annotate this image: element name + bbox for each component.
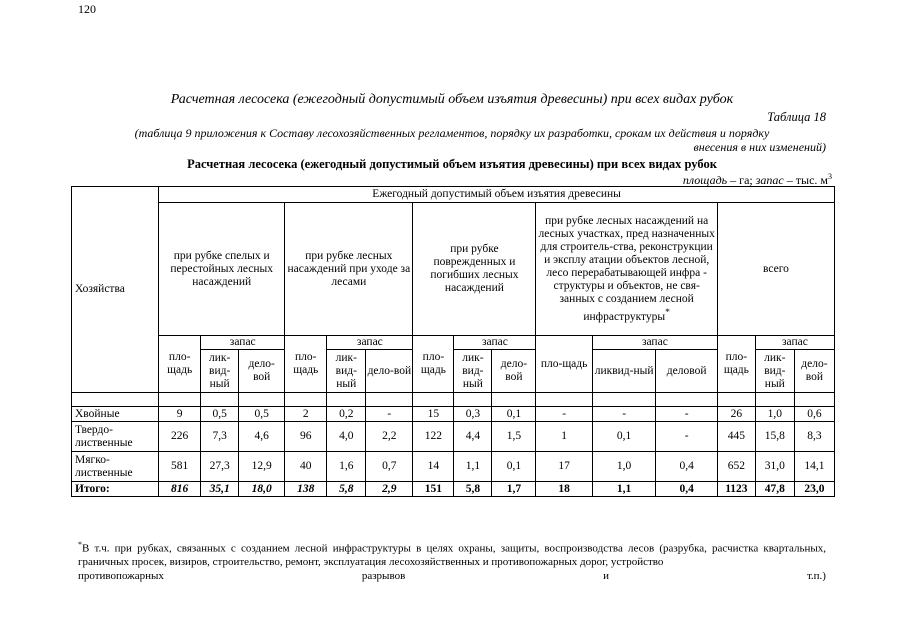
header-liquid: лик-вид-ный (454, 350, 492, 393)
cell: 18 (536, 482, 592, 497)
table-number: Таблица 18 (767, 110, 826, 124)
header-group-infrastructure: при рубке лесных насаждений на лесных участках, пред назначенных для строитель-ства, реконструкции и эксплу атации объектов лесной, лесо перерабатывающей инфра - структуры и объектов, не свя-занных с созданием лесной инфраструктуры* (536, 203, 717, 336)
cell: 1,1 (454, 452, 492, 482)
cell: - (656, 407, 718, 422)
row-label: Твердо-лиственные (72, 422, 159, 452)
cell: 4,0 (327, 422, 366, 452)
cell: 1,6 (327, 452, 366, 482)
header-business: дело-вой (794, 350, 834, 393)
cell: 816 (159, 482, 201, 497)
row-label: Итого: (72, 482, 159, 497)
table-row (72, 452, 835, 482)
cell: 96 (285, 422, 327, 452)
header-stock: запас (327, 336, 413, 350)
cell: 0,4 (656, 452, 718, 482)
cell: 0,4 (656, 482, 718, 497)
header-liquid: лик-вид-ный (201, 350, 239, 393)
header-area: пло-щадь (285, 336, 327, 393)
cell: - (656, 422, 718, 452)
header-stock: запас (454, 336, 536, 350)
header-area: пло-щадь (717, 336, 755, 393)
cell: 40 (285, 452, 327, 482)
cell: 4,4 (454, 422, 492, 452)
cell: 14 (413, 452, 454, 482)
cell: 5,8 (327, 482, 366, 497)
cell: 26 (717, 407, 755, 422)
cell: 445 (717, 422, 755, 452)
header-liquid: лик-вид-ный (327, 350, 366, 393)
footnote-text: В т.ч. при рубках, связанных с созданием лесной инфраструктуры в целях охраны, защиты, воспроизводства лесов (разрубка, расчистка квартальных, граничных просек, визиров, строительство, ремонт, эксплуатация лесохозяйственных и противопожарных дорог, устройство (78, 542, 826, 569)
header-group-thinning: при рубке лесных насаждений при уходе за лесами (285, 203, 413, 336)
footnote-last-line: противопожарных разрывов и т.п.) (78, 569, 826, 582)
header-group-total: всего (717, 203, 834, 336)
cell: 35,1 (201, 482, 239, 497)
cell: 138 (285, 482, 327, 497)
cell: 1,7 (492, 482, 536, 497)
cell: 1,5 (492, 422, 536, 452)
cell: 226 (159, 422, 201, 452)
cell: 1 (536, 422, 592, 452)
header-business: дело-вой (366, 350, 413, 393)
reference-note-line-1: (таблица 9 приложения к Составу лесохозяйственных регламентов, порядку их разработки, срокам их действия и порядку (134, 126, 770, 140)
header-stock: запас (201, 336, 285, 350)
cell: - (536, 407, 592, 422)
cell: 0,5 (239, 407, 285, 422)
cell: 18,0 (239, 482, 285, 497)
footnote-marker: * (78, 540, 82, 549)
cell: 0,1 (492, 407, 536, 422)
header-business: дело-вой (492, 350, 536, 393)
cell: 17 (536, 452, 592, 482)
units-note: площадь – га; запас – тыс. $м^3$ (682, 172, 832, 187)
header-annual-volume: Ежегодный допустимый объем изъятия древесины (159, 187, 835, 203)
cell: - (366, 407, 413, 422)
header-group-mature: при рубке спелых и перестойных лесных насаждений (159, 203, 285, 336)
cell: 0,1 (592, 422, 656, 452)
header-group-damaged: при рубке поврежденных и погибших лесных насаждений (413, 203, 536, 336)
cell: 581 (159, 452, 201, 482)
cell: 2,9 (366, 482, 413, 497)
footnote (78, 538, 826, 583)
cell: 4,6 (239, 422, 285, 452)
total-row (72, 482, 835, 497)
row-label: Хвойные (72, 407, 159, 422)
cell: 5,8 (454, 482, 492, 497)
table-row (72, 407, 835, 422)
cell: 151 (413, 482, 454, 497)
cell: 47,8 (755, 482, 794, 497)
cell: 7,3 (201, 422, 239, 452)
spacer-row (72, 393, 835, 407)
cell: 12,9 (239, 452, 285, 482)
header-business: дело-вой (239, 350, 285, 393)
header-business: деловой (656, 350, 718, 393)
header-stock: запас (755, 336, 834, 350)
cell: 1,0 (592, 452, 656, 482)
page-heading: Расчетная лесосека (ежегодный допустимый объем изъятия древесины) при всех видах рубок (170, 92, 734, 107)
cell: 27,3 (201, 452, 239, 482)
cell: 14,1 (794, 452, 834, 482)
cell: 652 (717, 452, 755, 482)
header-area: пло-щадь (536, 336, 592, 393)
page-number: 120 (78, 2, 96, 16)
header-area: пло-щадь (413, 336, 454, 393)
cell: 0,6 (794, 407, 834, 422)
reference-note-line-2: внесения в них изменений) (693, 140, 826, 154)
cell: 15 (413, 407, 454, 422)
cell: 0,5 (201, 407, 239, 422)
cell: 2,2 (366, 422, 413, 452)
cell: 0,1 (492, 452, 536, 482)
cell: 15,8 (755, 422, 794, 452)
cell: 0,2 (327, 407, 366, 422)
cell: 8,3 (794, 422, 834, 452)
header-stock: запас (592, 336, 717, 350)
cell: - (592, 407, 656, 422)
cell: 0,3 (454, 407, 492, 422)
cell: 1,0 (755, 407, 794, 422)
cell: 0,7 (366, 452, 413, 482)
header-liquid: ликвид-ный (592, 350, 656, 393)
cell: 1123 (717, 482, 755, 497)
cell: 23,0 (794, 482, 834, 497)
row-label: Мягко-лиственные (72, 452, 159, 482)
table-row (72, 422, 835, 452)
cell: 122 (413, 422, 454, 452)
cell: 2 (285, 407, 327, 422)
harvest-table (71, 186, 835, 497)
table-title: Расчетная лесосека (ежегодный допустимый объем изъятия древесины) при всех видах рубок (187, 157, 717, 171)
cell: 1,1 (592, 482, 656, 497)
cell: 9 (159, 407, 201, 422)
table-reference-note (78, 126, 826, 154)
header-liquid: лик-вид-ный (755, 350, 794, 393)
header-farm: Хозяйства (72, 187, 159, 393)
cell: 31,0 (755, 452, 794, 482)
header-area: пло-щадь (159, 336, 201, 393)
